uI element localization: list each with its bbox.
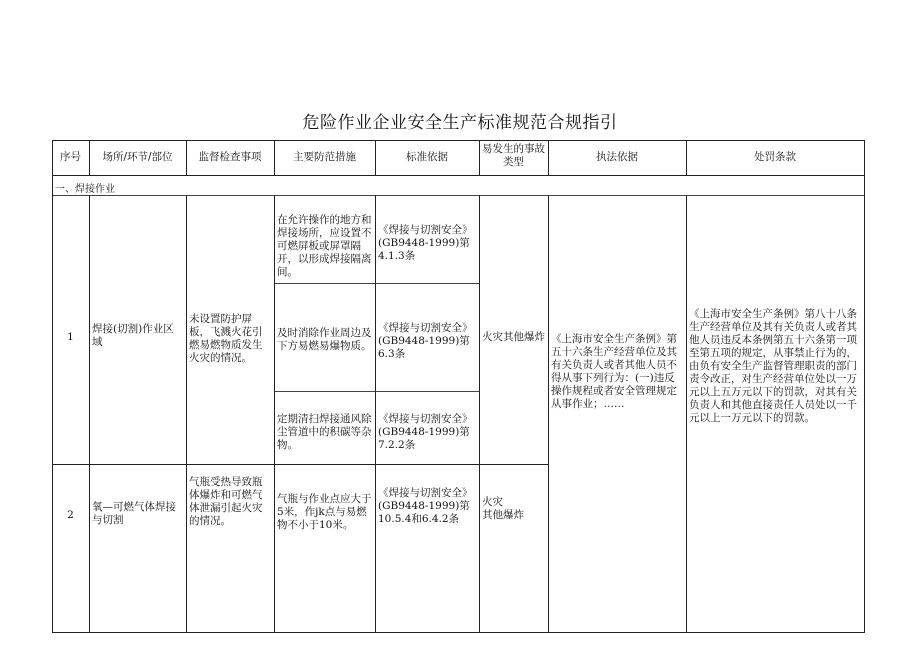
section-label: 一、焊接作业 xyxy=(55,184,115,195)
header-seq: 序号 xyxy=(60,151,81,163)
row1-standard-3: 《焊接与切割安全》(GB9448-1999)第7.2.2条 xyxy=(378,413,473,451)
row2-standard-1: 《焊接与切割安全》(GB9448-1999)第10.5.4和6.4.2条 xyxy=(378,487,473,525)
row2-accident xyxy=(482,496,548,522)
header-accident xyxy=(479,143,548,169)
header-accident-line1: 易发生的事故 xyxy=(482,143,545,155)
penalty-clause: 《上海市安全生产条例》第八十八条生产经营单位及其有关负责人或者其他人员违反本条例第五十六条第一项至第五项的规定，从事禁止行为的，由负有安全生产监督管理职责的部门责令改正，对生产经营单位处以一万元以上五万元以下的罚款，对其有关负责人和其他直接责任人员处以一千元以上一万元以下的罚款。 xyxy=(689,308,857,424)
header-law: 执法依据 xyxy=(596,151,638,163)
header-place: 场所/环节/部位 xyxy=(102,151,173,163)
header-penalty: 处罚条款 xyxy=(754,151,796,163)
header-standard: 标准依据 xyxy=(406,151,448,163)
row1-measure-1: 在允许操作的地方和焊接场所，应设置不可燃屏板或屏罩隔开，以形成焊接隔离间。 xyxy=(277,214,372,278)
compliance-table xyxy=(52,140,865,633)
row1-seq: 1 xyxy=(67,331,74,343)
row2-measure-1: 气瓶与作业点应大于5米，作jk点与易燃物不小于10米。 xyxy=(277,493,372,531)
row2-accident-line2: 其他爆炸 xyxy=(482,509,524,521)
row1-measure-2: 及时消除作业周边及下方易燃易爆物质。 xyxy=(277,327,372,352)
row2-accident-line1: 火灾 xyxy=(482,496,503,508)
header-measures: 主要防范措施 xyxy=(293,151,356,163)
row1-standard-1: 《焊接与切割安全》(GB9448-1999)第4.1.3条 xyxy=(378,224,473,262)
row1-inspect: 未设置防护屏板，飞溅火花引燃易燃物质发生火灾的情况。 xyxy=(189,313,263,364)
row1-accident: 火灾其他爆炸 xyxy=(482,331,545,343)
row1-measure-3: 定期清扫焊接通风除尘管道中的积碳等杂物。 xyxy=(277,413,372,451)
row1-place: 焊接(切割)作业区域 xyxy=(92,323,174,348)
header-accident-line2: 类型 xyxy=(503,156,524,168)
law-basis: 《上海市安全生产条例》第五十六条生产经营单位及其有关负责人或者其他人员不得从事下列行为：(一)违反操作规程或者安全管理规定从事作业；…… xyxy=(551,333,677,410)
row2-inspect: 气瓶受热导致瓶体爆炸和可燃气体泄漏引起火灾的情况。 xyxy=(189,476,263,527)
header-inspect: 监督检查事项 xyxy=(198,151,262,163)
page-title: 危险作业企业安全生产标准规范合规指引 xyxy=(302,113,618,133)
row1-standard-2: 《焊接与切割安全》(GB9448-1999)第6.3条 xyxy=(378,322,473,360)
row2-place: 氧—可燃气体焊接与切割 xyxy=(92,501,176,526)
row2-seq: 2 xyxy=(67,509,74,521)
